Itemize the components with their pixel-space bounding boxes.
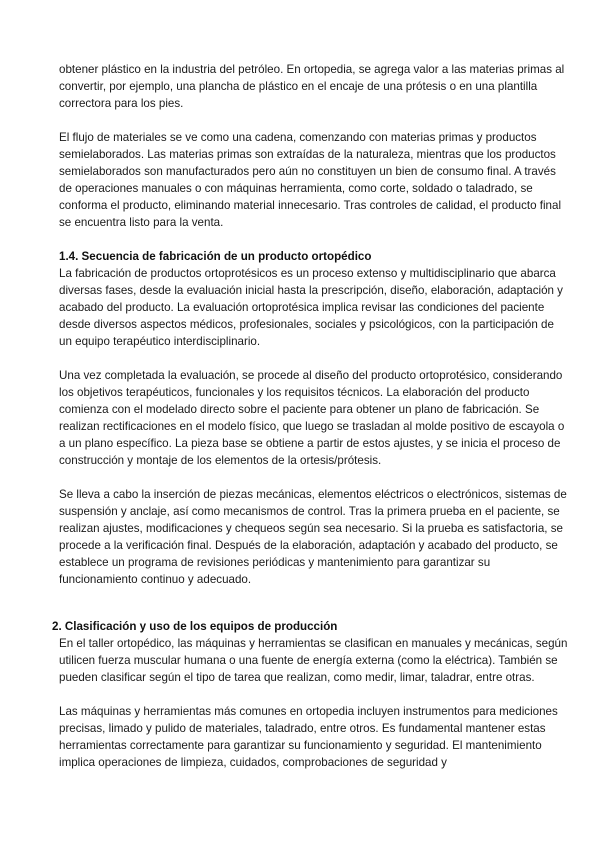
section-2-paragraph-1: En el taller ortopédico, las máquinas y herramientas se clasifican en manuales y mecánicas, según utilicen fuerza muscular humana o una fuente de energía externa (como la eléctrica). También se pueden clasificar según el tipo de tarea que realizan, como medir, limar, taladrar, entre otras. [59,637,568,684]
section-1-4-paragraph-2: Una vez completada la evaluación, se procede al diseño del producto ortoprotésico, considerando los objetivos terapéuticos, funcionales y los requisitos técnicos. La elaboración del producto comienza con el modelado directo sobre el paciente para obtener un plano de fabricación. Se realizan rectificaciones en el modelo físico, que luego se trasladan al molde positivo de escayola o a un plano específico. La pieza base se obtiene a partir de estos ajustes, y se inicia el proceso de construcción y montaje de los elementos de la ortesis/prótesis. [59,369,565,467]
section-2-paragraph-2: Las máquinas y herramientas más comunes en ortopedia incluyen instrumentos para mediciones precisas, limado y pulido de materiales, taladrado, entre otros. Es fundamental mantener estas herramientas correctamente para garantizar su funcionamiento y seguridad. El mantenimiento implica operaciones de limpieza, cuidados, comprobaciones de seguridad y [59,705,558,769]
intro-paragraph-1: obtener plástico en la industria del petróleo. En ortopedia, se agrega valor a las materias primas al convertir, por ejemplo, una plancha de plástico en el encaje de una prótesis o en una plantilla correctora para los pies. [59,63,565,110]
section-1-4-paragraph-1: La fabricación de productos ortoprotésicos es un proceso extenso y multidisciplinario que abarca diversas fases, desde la evaluación inicial hasta la prescripción, diseño, elaboración, adaptación y acabado del producto. La evaluación ortoprotésica implica revisar las condiciones del paciente desde diversos aspectos médicos, profesionales, sociales y psicológicos, con la participación de un equipo terapéutico interdisciplinario. [59,267,563,348]
intro-paragraph-2: El flujo de materiales se ve como una cadena, comenzando con materias primas y productos semielaborados. Las materias primas son extraídas de la naturaleza, mientras que los productos semielaborados son manufacturados pero aún no constituyen un bien de consumo final. A través de operaciones manuales o con máquinas herramienta, como corte, soldado o taladrado, se conforma el producto, eliminando material innecesario. Tras controles de calidad, el producto final se encuentra listo para la venta. [59,131,562,229]
section-2-heading: 2. Clasificación y uso de los equipos de producción [52,620,338,633]
section-1-4-heading: 1.4. Secuencia de fabricación de un producto ortopédico [59,250,372,263]
section-1-4-paragraph-3: Se lleva a cabo la inserción de piezas mecánicas, elementos eléctricos o electrónicos, sistemas de suspensión y anclaje, así como mecanismos de control. Tras la primera prueba en el paciente, se realizan ajustes, modificaciones y chequeos según sea necesario. Si la prueba es satisfactoria, se procede a la verificación final. Después de la elaboración, adaptación y acabado del producto, se establece un programa de revisiones periódicas y mantenimiento para garantizar su funcionamiento continuo y adecuado. [59,488,567,586]
